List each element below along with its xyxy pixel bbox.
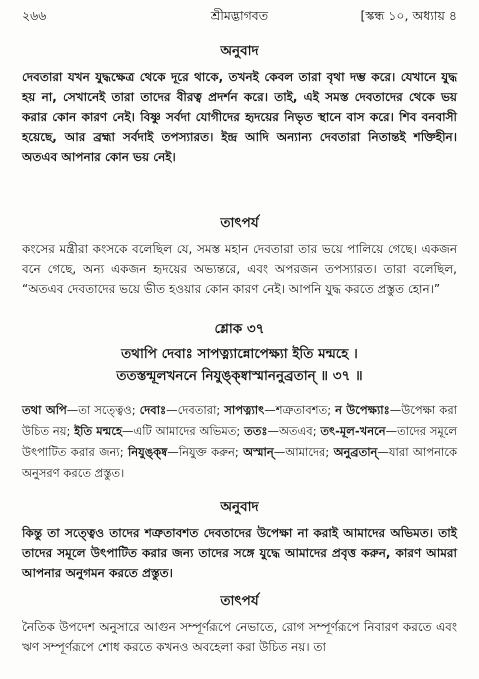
verse-line-2: ততস্তন্মূলখননে নিযুঙ্ক্ষ্বাস্মাননুব্রতান্ ॥ ৩৭ ॥	[116, 368, 363, 384]
synonym-meaning: —শত্রুতাবশত;	[264, 403, 336, 417]
page-number: ২৬৬	[22, 8, 47, 23]
synonym-word: অনুব্রতান্	[333, 445, 378, 459]
synonym-word: ততঃ	[244, 424, 268, 438]
translation-text: কিন্তু তা সত্ত্বেও তাদের শত্রুতাবশত দেবতাদের উপেক্ষা না করাই আমাদের অভিমত। তাই তাদের সমূলে উৎপাটিত করার জন্য তাদের সঙ্গে যুদ্ধে আমাদের প্রবৃত্ত করুন, কারণ আমরা আপনার অনুগমন করতে প্রস্তুত।	[22, 526, 457, 580]
canto-chapter: [স্কন্ধ ১০, অধ্যায় ৪	[360, 8, 457, 23]
synonym-meaning: —তাদের সমূলে উৎপাটিত করার জন্য;	[22, 424, 457, 459]
purport-text: কংসের মন্ত্রীরা কংসকে বলেছিল যে, সমস্ত মহান দেবতারা তার ভয়ে পালিয়ে গেছে। একজন বনে গেছে, অন্য একজন হৃদয়ের অভ্যন্তরে, এবং অপরজন তপস্যারত। তারা বলেছিল, “অতএব দেবতাদের ভয়ে ভীত হওয়ার কোন কারণ নেই। আপনি যুদ্ধ করতে প্রস্তুত হোন।”	[22, 242, 457, 296]
translation-heading: অনুবাদ	[220, 499, 259, 515]
synonym-word: নিযুঙ্ক্ষ্ব	[127, 445, 168, 459]
purport-heading: তাৎপর্য	[220, 215, 259, 231]
synonym-meaning: —যারা আপনাকে অনুসরণ করতে প্রস্তুত।	[22, 445, 458, 480]
purport-section-2	[22, 590, 457, 657]
verse-heading: শ্লোক ৩৭	[214, 321, 265, 337]
translation-text: দেবতারা যখন যুদ্ধক্ষেত্র থেকে দূরে থাকে, তখনই কেবল তারা বৃথা দম্ভ করে। যেখানে যুদ্ধ হয় না, সেখানেই তারা তাদের বীরত্ব প্রদর্শন করে। তাই, এই সমস্ত দেবতাদের থেকে ভয় করার কোন কারণ নেই। বিষ্ণু সর্বদা যোগীদের হৃদয়ের নিভৃত স্থানে বাস করে। শিব বনবাসী হয়েছে, আর ব্রহ্মা সর্বদাই তপস্যারত। ইন্দ্র আদি অন্যান্য দেবতারা নিতান্তই শক্তিহীন। অতএব আপনার কোন ভয় নেই।	[22, 70, 457, 164]
synonym-word: অস্মান্	[243, 445, 274, 459]
book-title: শ্রীমদ্ভাগবত	[210, 8, 269, 23]
purport-heading: তাৎপর্য	[220, 593, 259, 609]
translation-section-1	[22, 40, 457, 167]
synonyms-paragraph	[22, 400, 457, 484]
verse-section	[22, 318, 457, 387]
verse-line-1: তথাপি দেবাঃ সাপত্ন্যান্নোপেক্ষ্যা ইতি মন্মহে ।	[121, 346, 358, 362]
synonym-meaning: —এটি আমাদের অভিমত;	[122, 424, 245, 438]
synonym-word: তৎ-মূল-খননে	[320, 424, 386, 438]
synonym-meaning: —উপেক্ষা করা উচিত নয়;	[22, 403, 458, 438]
synonym-word: ইতি মন্মহে	[74, 424, 123, 438]
synonym-meaning: —অতএব;	[267, 424, 321, 438]
synonym-meaning: —দেবতারা;	[166, 403, 225, 417]
synonym-meaning: —নিযুক্ত করুন;	[167, 445, 244, 459]
purport-section-1	[22, 212, 457, 299]
synonym-word: দেবাঃ	[139, 403, 167, 417]
synonym-word: ন উপেক্ষ্যাঃ	[335, 403, 390, 417]
synonym-word: তথা অপি	[22, 403, 67, 417]
page-header	[22, 8, 457, 30]
synonym-meaning: —আমাদের;	[273, 445, 334, 459]
synonyms-section	[22, 400, 457, 484]
synonym-meaning: —তা সত্ত্বেও;	[66, 403, 140, 417]
purport-text: নৈতিক উপদেশ অনুসারে আগুন সম্পূর্ণরূপে নেভাতে, রোগ সম্পূর্ণরূপে নিবারণ করতে এবং ঋণ সম্পূর্ণরূপে শোধ করতে কখনও অবহেলা করা উচিত নয়। তা	[22, 620, 457, 654]
translation-section-2	[22, 496, 457, 583]
synonym-word: সাপত্ন্যাৎ	[224, 403, 265, 417]
translation-heading: অনুবাদ	[220, 43, 259, 59]
